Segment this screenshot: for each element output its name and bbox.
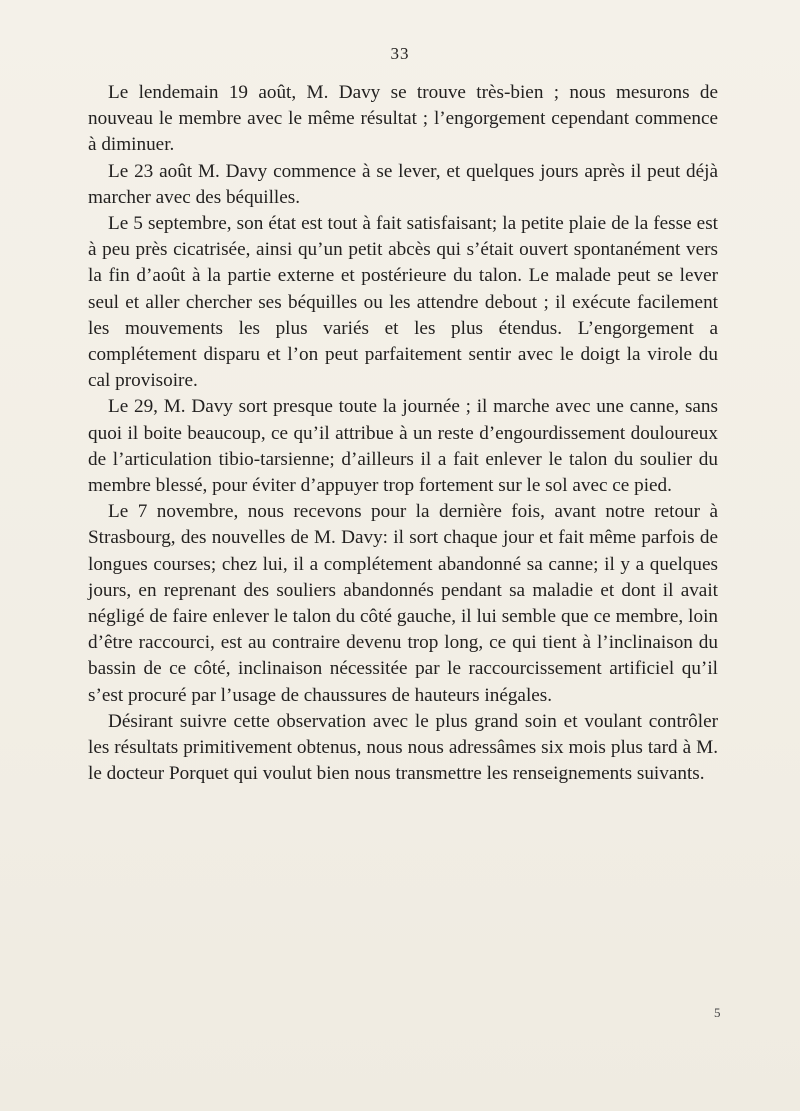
signature-mark: 5 <box>714 1005 721 1020</box>
body-text <box>88 80 718 787</box>
paragraph-aug-19: Le lendemain 19 août, M. Davy se trouve très-bien ; nous mesurons de nouveau le membre avec le même résultat ; l’engorgement cependant commence à diminuer. <box>88 82 718 156</box>
paragraph-sep-5: Le 5 septembre, son état est tout à fait satisfaisant; la petite plaie de la fesse est à peu près cicatrisée, ainsi qu’un petit abcès qui s’était ouvert spontanément vers la fin d’août à la partie externe et postérieure du talon. Le malade peut se lever seul et aller chercher ses béquilles ou les attendre debout ; il exécute facilement les mouvements les plus variés et les plus étendus. L’engorgement a complétement disparu et l’on peut parfaitement sentir avec le doigt la virole du cal provisoire. <box>88 213 718 392</box>
paragraph-nov-7: Le 7 novembre, nous recevons pour la dernière fois, avant notre retour à Strasbourg, des nouvelles de M. Davy: il sort chaque jour et fait même parfois de longues courses; chez lui, il a complétement abandonné sa canne; il y a quelques jours, en reprenant des souliers abandonnés pendant sa maladie et dont il avait négligé de faire enlever le talon du côté gauche, il lui semble que ce membre, loin d’être raccourci, est au contraire devenu trop long, ce qui tient à l’inclinaison du bassin de ce côté, inclinaison nécessitée par le raccourcissement artificiel qu’il s’est procuré par l’usage de chaussures de hauteurs inégales. <box>88 501 718 706</box>
paragraph-aug-23: Le 23 août M. Davy commence à se lever, et quelques jours après il peut déjà marcher avec des béquilles. <box>88 160 718 208</box>
paragraph-sep-29: Le 29, M. Davy sort presque toute la journée ; il marche avec une canne, sans quoi il boite beaucoup, ce qu’il attribue à un reste d’engourdissement douloureux de l’articulation tibio-tarsienne; d’ailleurs il a fait enlever le talon du soulier du membre blessé, pour éviter d’appuyer trop fortement sur le sol avec ce pied. <box>88 396 718 497</box>
page-number: 33 <box>390 44 410 63</box>
paragraph-followup: Désirant suivre cette observation avec le plus grand soin et voulant contrôler les résultats primitivement obtenus, nous nous adressâmes six mois plus tard à M. le docteur Porquet qui voulut bien nous transmettre les renseignements suivants. <box>88 710 718 785</box>
